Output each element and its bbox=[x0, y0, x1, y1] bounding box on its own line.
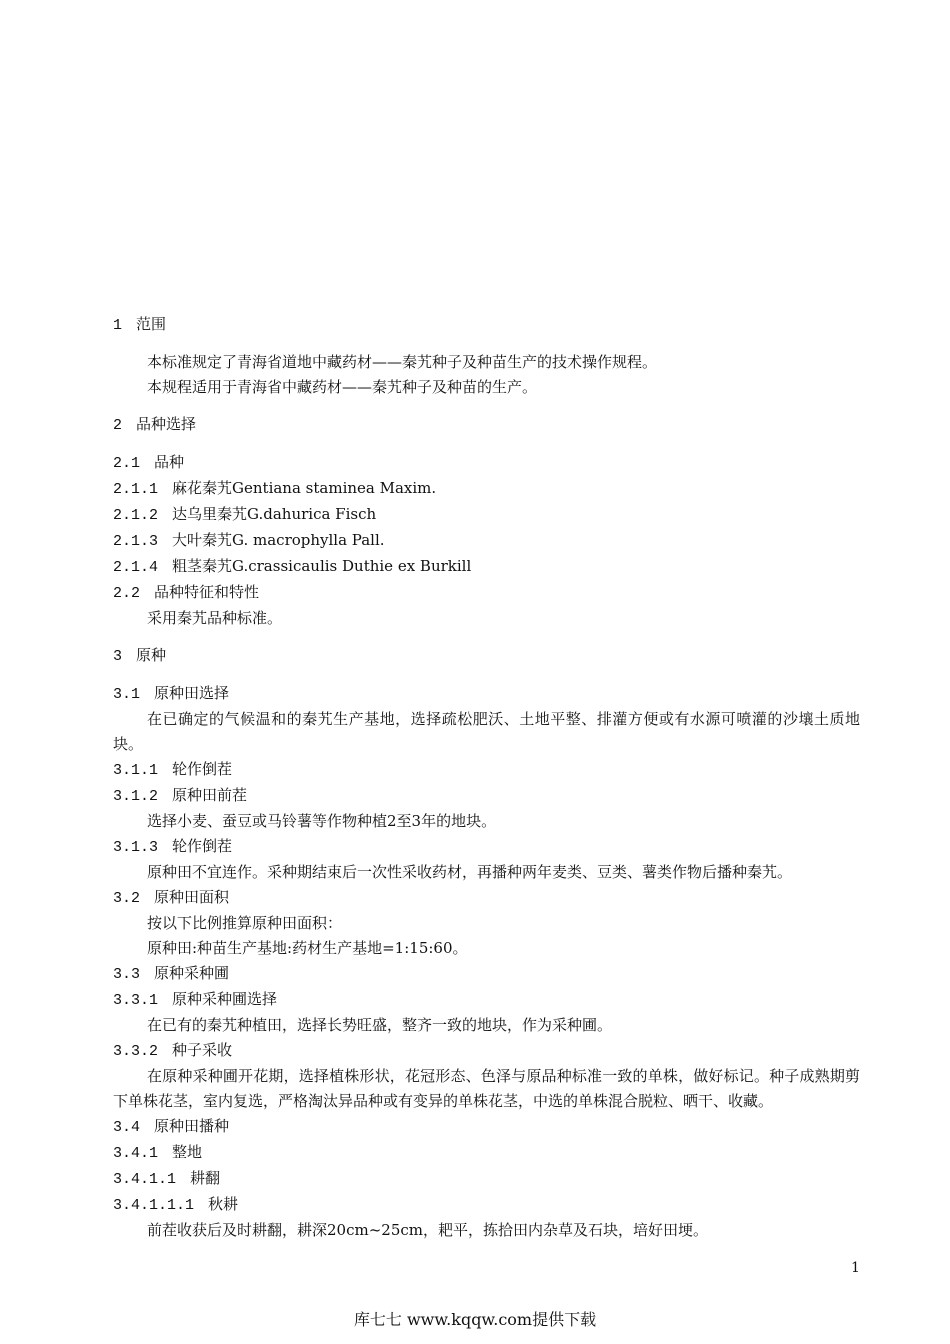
paragraph: 在已确定的气候温和的秦艽生产基地，选择疏松肥沃、土地平整、排灌方便或有水源可喷灌的沙壤土质地块。 bbox=[113, 710, 860, 753]
variety-item bbox=[113, 528, 860, 554]
heading-3-4-1 bbox=[113, 1140, 860, 1166]
paragraph: 本规程适用于青海省中藏药材——秦艽种子及种苗的生产。 bbox=[147, 378, 538, 396]
heading-3 bbox=[113, 643, 860, 669]
heading-3-1-3 bbox=[113, 834, 860, 860]
paragraph: 在原种采种圃开花期，选择植株形状，花冠形态、色泽与原品种标准一致的单株，做好标记。种子成熟期剪下单株花茎，室内复选，严格淘汰异品种或有变异的单株花茎，中选的单株混合脱粒、晒干、收藏。 bbox=[113, 1067, 860, 1110]
heading-number: 2.2 bbox=[113, 585, 141, 602]
heading-title: 轮作倒茬 bbox=[172, 760, 233, 778]
heading-title: 秋耕 bbox=[208, 1195, 239, 1213]
heading-title: 原种采种圃选择 bbox=[172, 990, 278, 1008]
heading-3-1-2 bbox=[113, 783, 860, 809]
heading-title: 原种采种圃 bbox=[154, 964, 230, 982]
paragraph: 本标准规定了青海省道地中藏药材——秦艽种子及种苗生产的技术操作规程。 bbox=[147, 353, 658, 371]
heading-number: 3 bbox=[113, 648, 123, 665]
heading-number: 2.1 bbox=[113, 455, 141, 472]
heading-title: 整地 bbox=[172, 1143, 203, 1161]
heading-title: 原种田选择 bbox=[154, 684, 230, 702]
heading-title: 原种 bbox=[136, 646, 167, 664]
heading-title: 原种田播种 bbox=[154, 1117, 230, 1135]
footer-watermark: 库七七 www.kqqw.com提供下载 bbox=[353, 1310, 597, 1329]
heading-3-4-1-1-1 bbox=[113, 1192, 860, 1218]
heading-title: 品种选择 bbox=[136, 415, 197, 433]
variety-item bbox=[113, 502, 860, 528]
heading-title: 原种田前茬 bbox=[172, 786, 248, 804]
heading-3-3 bbox=[113, 961, 860, 987]
heading-title: 种子采收 bbox=[172, 1041, 233, 1059]
heading-number: 3.3.1 bbox=[113, 992, 159, 1009]
heading-number: 3.1.3 bbox=[113, 839, 159, 856]
heading-3-4 bbox=[113, 1114, 860, 1140]
heading-3-3-2 bbox=[113, 1038, 860, 1064]
heading-number: 3.1.2 bbox=[113, 788, 159, 805]
heading-2-2 bbox=[113, 580, 860, 606]
variety-item bbox=[113, 476, 860, 502]
item-number: 2.1.2 bbox=[113, 507, 159, 524]
heading-title: 品种 bbox=[154, 453, 185, 471]
paragraph: 原种田不宜连作。采种期结束后一次性采收药材，再播种两年麦类、豆类、薯类作物后播种秦艽。 bbox=[147, 863, 793, 881]
item-text: 大叶秦艽G. macrophylla Pall. bbox=[172, 531, 385, 549]
heading-title: 范围 bbox=[136, 315, 167, 333]
ratio-text: 原种田:种苗生产基地:药材生产基地=1:15:60。 bbox=[147, 939, 468, 957]
heading-3-4-1-1 bbox=[113, 1166, 860, 1192]
paragraph: 按以下比例推算原种田面积： bbox=[147, 914, 343, 932]
heading-number: 1 bbox=[113, 317, 123, 334]
document-page bbox=[113, 312, 860, 1243]
heading-title: 耕翻 bbox=[190, 1169, 221, 1187]
variety-item bbox=[113, 554, 860, 580]
heading-2 bbox=[113, 412, 860, 438]
heading-3-1-1 bbox=[113, 757, 860, 783]
item-number: 2.1.3 bbox=[113, 533, 159, 550]
paragraph: 选择小麦、蚕豆或马铃薯等作物种植2至3年的地块。 bbox=[147, 812, 497, 830]
heading-number: 3.4.1 bbox=[113, 1145, 159, 1162]
heading-number: 2 bbox=[113, 417, 123, 434]
heading-number: 3.4.1.1 bbox=[113, 1171, 177, 1188]
heading-title: 轮作倒茬 bbox=[172, 837, 233, 855]
item-text: 粗茎秦艽G.crassicaulis Duthie ex Burkill bbox=[172, 557, 472, 575]
heading-2-1 bbox=[113, 450, 860, 476]
heading-number: 3.2 bbox=[113, 890, 141, 907]
paragraph: 采用秦艽品种标准。 bbox=[147, 609, 283, 627]
paragraph: 在已有的秦艽种植田，选择长势旺盛，整齐一致的地块，作为采种圃。 bbox=[147, 1016, 613, 1034]
heading-number: 3.3 bbox=[113, 966, 141, 983]
heading-number: 3.3.2 bbox=[113, 1043, 159, 1060]
item-number: 2.1.4 bbox=[113, 559, 159, 576]
heading-3-3-1 bbox=[113, 987, 860, 1013]
heading-3-1 bbox=[113, 681, 860, 707]
item-text: 达乌里秦艽G.dahurica Fisch bbox=[172, 505, 377, 523]
heading-title: 品种特征和特性 bbox=[154, 583, 260, 601]
item-text: 麻花秦艽Gentiana staminea Maxim. bbox=[172, 479, 437, 497]
heading-number: 3.1.1 bbox=[113, 762, 159, 779]
heading-1 bbox=[113, 312, 860, 338]
item-number: 2.1.1 bbox=[113, 481, 159, 498]
heading-number: 3.1 bbox=[113, 686, 141, 703]
heading-title: 原种田面积 bbox=[154, 888, 230, 906]
paragraph: 前茬收获后及时耕翻，耕深20cm~25cm，耙平，拣拾田内杂草及石块，培好田埂。 bbox=[147, 1221, 708, 1239]
heading-number: 3.4.1.1.1 bbox=[113, 1197, 195, 1214]
heading-3-2 bbox=[113, 885, 860, 911]
heading-number: 3.4 bbox=[113, 1119, 141, 1136]
page-number: 1 bbox=[851, 1260, 860, 1276]
